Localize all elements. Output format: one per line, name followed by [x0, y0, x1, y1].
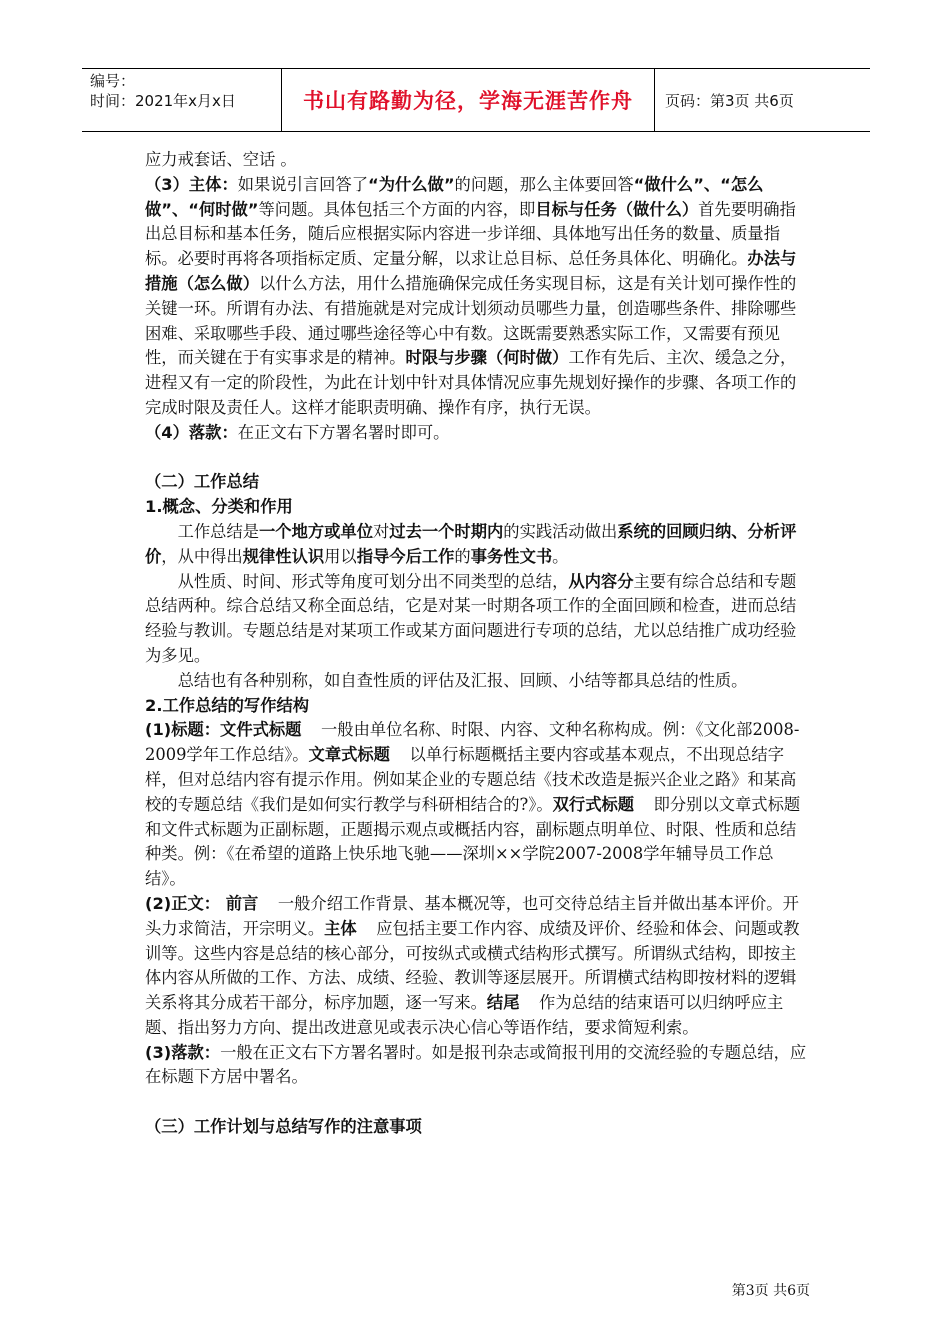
header-meta — [82, 69, 282, 131]
heading-inline: （3）主体： — [145, 174, 238, 194]
page-header — [82, 68, 870, 132]
emphasis: 规律性认识 — [242, 546, 325, 566]
subsection-title — [145, 694, 810, 719]
text: 总结也有各种别称，如自查性质的评估及汇报、回顾、小结等都具总结的性质。 — [177, 670, 748, 690]
text: 的问题，那么主体要回答 — [454, 174, 634, 194]
text: 一般由单位名称、时限、内容、文种名称构成。例：《文化部2008-2009学年工作总结》。 — [145, 720, 800, 765]
heading-inline: (1)标题：文件式标题 — [145, 720, 302, 740]
text: 即分别以文章式标题和文件式标题为正副标题，正题揭示观点或概括内容，副标题点明单位、时限、性质和总结种类。例：《在希望的道路上快乐地飞驰——深圳××学院2007-2008学年辅导员工作总结》。 — [145, 794, 801, 889]
text: 的实践活动做出 — [503, 521, 618, 541]
header-motto: 书山有路勤为径，学海无涯苦作舟 — [282, 69, 655, 131]
text: 从性质、时间、形式等角度可划分出不同类型的总结， — [177, 571, 569, 591]
emphasis: 目标与任务（做什么） — [535, 199, 699, 219]
subsection-title — [145, 495, 810, 520]
text: 。 — [552, 546, 569, 566]
text: 工作有先后、主次、缓急之分，进程又有一定的阶段性，为此在计划中针对具体情况应事先规划好操作的步骤、各项工作的完成时限及责任人。这样才能职责明确、操作有序，执行无误。 — [145, 348, 797, 417]
subsection-title-text: 1.概念、分类和作用 — [145, 497, 293, 517]
paragraph-classification — [145, 570, 810, 669]
section-title-text: （三）工作计划与总结写作的注意事项 — [145, 1117, 422, 1137]
paragraph-plan-body — [145, 173, 810, 421]
emphasis: 指导今后工作 — [356, 546, 455, 566]
emphasis: 过去一个时期内 — [389, 521, 504, 541]
text: 等问题。具体包括三个方面的内容，即 — [258, 199, 536, 219]
emphasis: “为什么做” — [368, 174, 455, 194]
text: 工作总结是 — [177, 521, 260, 541]
emphasis: 事务性文书 — [470, 546, 553, 566]
text: 作为总结的结束语可以归纳呼应主题、指出努力方向、提出改进意见或表示决心信心等语作结，要求简短利索。 — [145, 993, 784, 1037]
emphasis: 一个地方或单位 — [259, 521, 373, 541]
text: 主要有综合总结和专题总结两种。综合总结又称全面总结，它是对某一时期各项工作的全面回顾和检查，进而总结经验与教训。专题总结是对某项工作或某方面问题进行专项的总结，尤以总结推广成功经验为多见。 — [145, 571, 797, 665]
paragraph — [145, 148, 810, 173]
emphasis: 办法与措施（怎么做） — [145, 249, 797, 293]
text: 应力戒套话、空话 。 — [145, 150, 297, 169]
heading-inline: (2)正文： 前言 — [145, 893, 259, 913]
paragraph-signature — [145, 421, 810, 446]
emphasis: 双行式标题 — [552, 794, 635, 814]
section-title-text: （二）工作总结 — [145, 472, 259, 492]
heading-inline: （4）落款： — [145, 422, 238, 442]
section-title — [145, 1115, 810, 1140]
text: 一般在正文右下方署名署时。如是报刊杂志或简报刊用的交流经验的专题总结，应在标题下方居中署名。 — [145, 1042, 807, 1087]
emphasis: 结尾 — [486, 993, 520, 1013]
heading-inline: (3)落款： — [145, 1042, 221, 1062]
emphasis: 从内容分 — [568, 571, 634, 591]
document-body — [145, 148, 810, 1140]
emphasis: 主体 — [324, 918, 357, 938]
text: 用以 — [324, 546, 357, 566]
section-title — [145, 470, 810, 495]
paragraph-aliases — [145, 669, 810, 694]
text: 首先要明确指出总目标和基本任务，随后应根据实际内容进一步详细、具体地写出任务的数量、质量指标。必要时再将各项指标定质、定量分解，以求让总目标、总任务具体化、明确化。 — [145, 199, 796, 269]
text: 以什么方法，用什么措施确保完成任务实现目标，这是有关计划可操作性的关键一环。所谓有办法、有措施就是对完成计划须动员哪些力量，创造哪些条件、排除哪些困难、采取哪些手段、通过哪些途径等心中有数。这既需要熟悉实际工作，又需要有预见性，而关键在于有实事求是的精神。 — [145, 273, 797, 368]
paragraph-signoff — [145, 1041, 810, 1091]
paragraph-definition — [145, 520, 810, 570]
emphasis: “做什么”、“怎么做”、“何时做” — [145, 174, 764, 219]
text: 以单行标题概括主要内容或基本观点，不出现总结字样，但对总结内容有提示作用。例如某企业的专题总结《技术改造是振兴企业之路》和某高校的专题总结《我们是如何实行教学与科研相结合的?》。 — [145, 745, 797, 814]
paragraph-main-text — [145, 892, 810, 1041]
paragraph-title-types — [145, 718, 810, 892]
emphasis: 文章式标题 — [308, 745, 390, 765]
subsection-title-text: 2.工作总结的写作结构 — [145, 695, 310, 715]
emphasis: 系统的回顾归纳、分析评价 — [145, 521, 797, 566]
header-number: 编号： — [90, 72, 136, 90]
text: 在正文右下方署名署时即可。 — [237, 422, 450, 442]
header-page: 页码：第3页 共6页 — [665, 91, 794, 110]
text: 如果说引言回答了 — [237, 174, 369, 194]
page-footer: 第3页 共6页 — [731, 1283, 810, 1299]
text: 一般介绍工作背景、基本概况等，也可交待总结主旨并做出基本评价。开头力求简洁，开宗明义。 — [145, 893, 799, 938]
header-time: 时间：2021年x月x日 — [90, 92, 236, 110]
emphasis: 时限与步骤（何时做） — [405, 348, 569, 368]
text: 对 — [373, 521, 390, 541]
text: 的 — [454, 546, 471, 566]
text: 应包括主要工作内容、成绩及评价、经验和体会、问题或教训等。这些内容是总结的核心部分，可按纵式或横式结构形式撰写。所谓纵式结构，即按主体内容从所做的工作、方法、成绩、经验、教训等逐层展开。所谓横式结构即按材料的逻辑关系将其分成若干部分，标序加题，逐一写来。 — [145, 918, 800, 1013]
text: ，从中得出 — [161, 546, 243, 566]
